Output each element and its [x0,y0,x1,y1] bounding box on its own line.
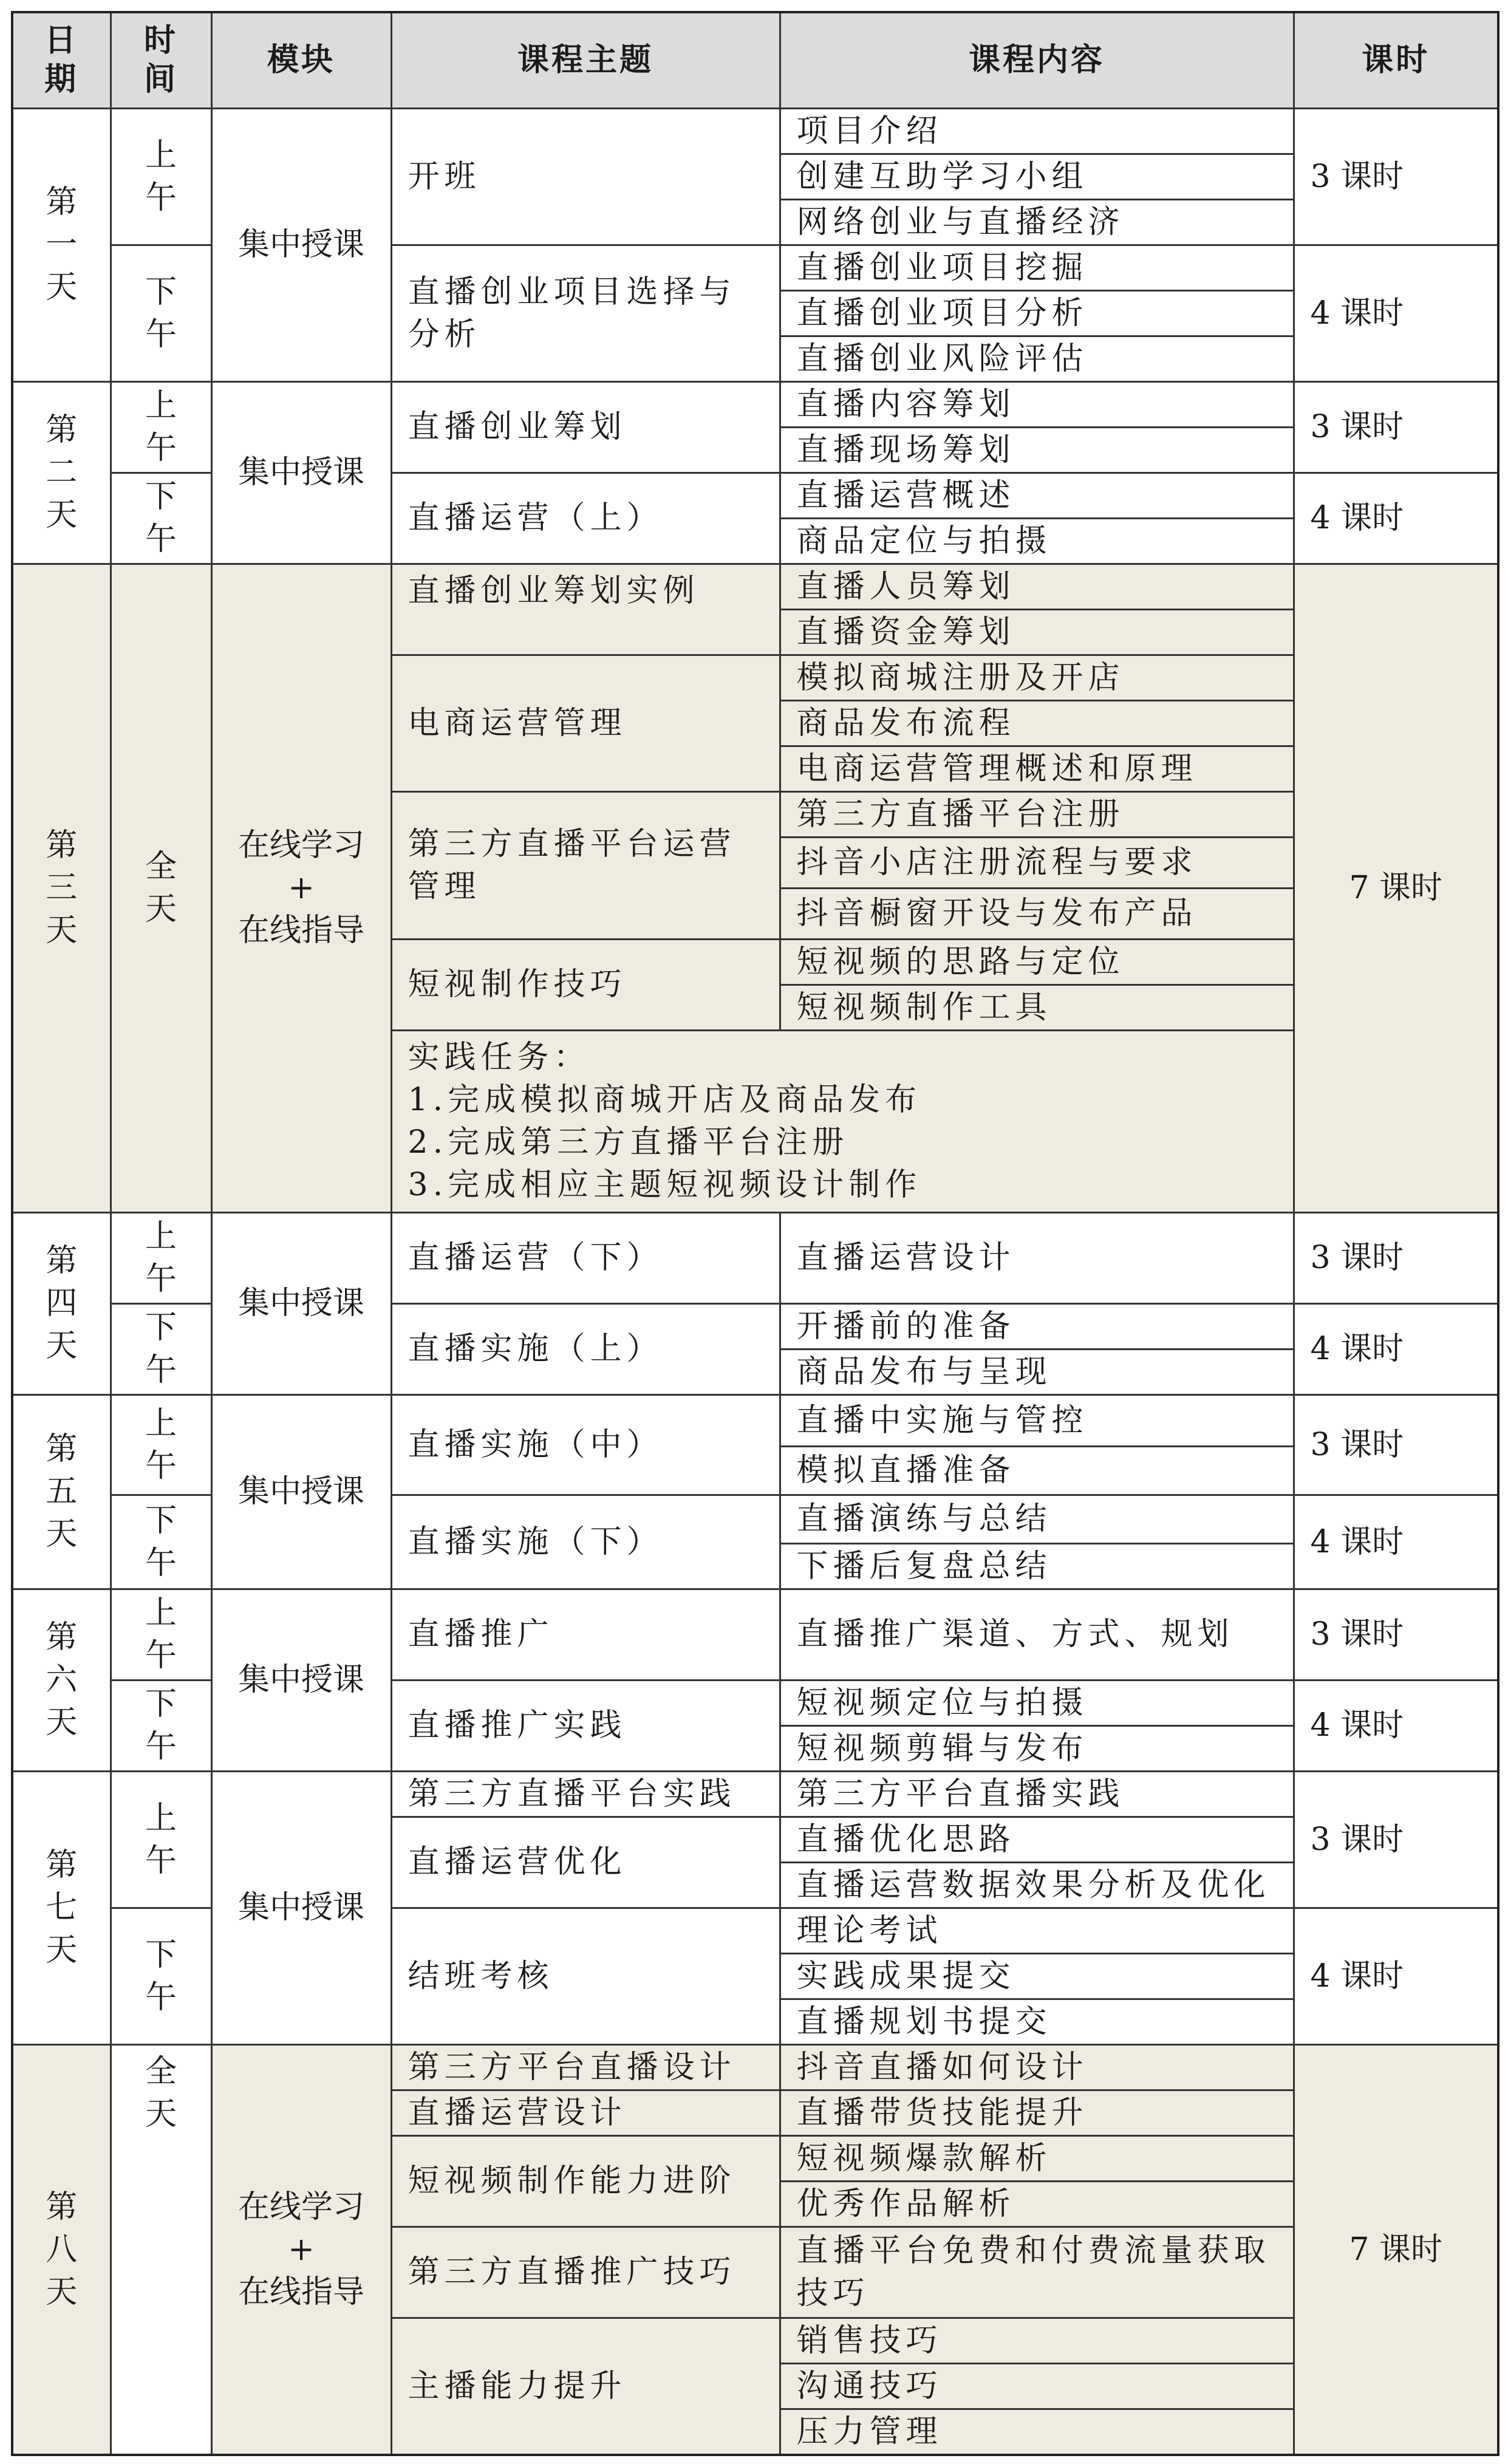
content-cell: 电商运营管理概述和原理 [780,746,1294,791]
header-hours: 课时 [1294,12,1498,108]
header-module: 模块 [211,12,391,108]
day-label: 第五天 [12,1394,111,1589]
content-cell: 理论考试 [780,1908,1294,1953]
day-label: 第四天 [12,1212,111,1394]
day-label: 第三天 [12,564,111,1212]
topic-cell: 短视制作技巧 [391,939,780,1030]
content-cell: 抖音直播如何设计 [780,2044,1294,2090]
table-row [12,1394,1498,1446]
content-cell: 抖音小店注册流程与要求 [780,837,1294,888]
content-cell: 创建互助学习小组 [780,154,1294,199]
content-cell: 直播运营数据效果分析及优化 [780,1862,1294,1908]
header-row [12,12,1498,108]
hours-cell: 3 课时 [1294,1212,1498,1303]
topic-cell: 直播运营（上） [391,473,780,564]
module-line: 在线指导 [237,912,364,949]
module-cell: 集中授课 [211,108,391,381]
content-cell: 直播带货技能提升 [780,2090,1294,2135]
topic-cell: 直播实施（中） [391,1394,780,1495]
module-plus: + [288,870,315,906]
content-cell: 抖音橱窗开设与发布产品 [780,888,1294,939]
hours-cell: 4 课时 [1294,1908,1498,2044]
table-row [12,108,1498,154]
module-cell: 集中授课 [211,381,391,564]
table-row [12,2044,1498,2090]
content-cell: 项目介绍 [780,108,1294,154]
topic-cell: 短视频制作能力进阶 [391,2135,780,2227]
module-cell [211,2044,391,2455]
hours-cell: 3 课时 [1294,1589,1498,1680]
module-cell: 集中授课 [211,1589,391,1771]
content-cell: 实践成果提交 [780,1953,1294,1999]
header-content: 课程内容 [780,12,1294,108]
topic-cell: 第三方直播平台运营管理 [391,791,780,939]
table-row [12,564,1498,609]
topic-cell: 直播运营优化 [391,1817,780,1908]
content-cell: 下播后复盘总结 [780,1543,1294,1589]
content-cell: 短视频制作工具 [780,985,1294,1030]
topic-cell: 结班考核 [391,1908,780,2044]
practice-task-item: 2.完成第三方直播平台注册 [408,1124,849,1161]
hours-cell: 3 课时 [1294,381,1498,473]
content-cell: 直播运营概述 [780,473,1294,518]
period-label: 下午 [111,1680,211,1771]
module-cell [211,564,391,1212]
content-cell: 短视频剪辑与发布 [780,1725,1294,1771]
topic-cell: 开班 [391,108,780,245]
hours-cell: 3 课时 [1294,108,1498,245]
period-label: 上午 [111,1771,211,1908]
content-cell: 直播优化思路 [780,1817,1294,1862]
topic-cell: 直播创业筹划 [391,381,780,473]
topic-cell: 直播创业筹划实例 [391,564,780,655]
topic-cell: 直播创业项目选择与分析 [391,245,780,381]
header-topic: 课程主题 [391,12,780,108]
table-row [12,1589,1498,1680]
topic-cell: 第三方直播推广技巧 [391,2227,780,2318]
content-cell: 直播创业项目分析 [780,290,1294,336]
content-cell: 直播运营设计 [780,1212,1294,1303]
content-cell: 直播规划书提交 [780,1999,1294,2044]
module-cell: 集中授课 [211,1212,391,1394]
content-cell: 直播平台免费和付费流量获取技巧 [780,2227,1294,2318]
content-cell: 商品发布流程 [780,700,1294,746]
module-plus: + [288,2231,315,2268]
header-date: 日期 [12,12,111,108]
period-label: 上午 [111,108,211,245]
practice-task-title: 实践任务： [408,1039,590,1076]
practice-task-item: 1.完成模拟商城开店及商品发布 [408,1081,922,1118]
content-cell: 直播内容筹划 [780,381,1294,427]
table-row [12,381,1498,427]
topic-cell: 直播实施（下） [391,1495,780,1589]
content-cell: 压力管理 [780,2409,1294,2454]
content-cell: 销售技巧 [780,2318,1294,2363]
content-cell: 直播现场筹划 [780,427,1294,473]
content-cell: 商品发布与呈现 [780,1349,1294,1394]
content-cell: 短视频定位与拍摄 [780,1680,1294,1725]
module-line: 在线指导 [237,2273,364,2310]
period-label: 下午 [111,473,211,564]
day-label: 第八天 [12,2044,111,2455]
content-cell: 直播创业项目挖掘 [780,245,1294,290]
content-cell: 优秀作品解析 [780,2181,1294,2227]
content-cell: 第三方平台直播实践 [780,1771,1294,1817]
period-label: 下午 [111,1303,211,1394]
hours-cell: 7 课时 [1294,564,1498,1212]
day-label: 第二天 [12,381,111,564]
practice-task-cell [391,1030,1294,1212]
content-cell: 直播资金筹划 [780,609,1294,655]
period-label: 上午 [111,1589,211,1680]
content-cell: 直播创业风险评估 [780,336,1294,381]
practice-task-item: 3.完成相应主题短视频设计制作 [408,1166,922,1203]
content-cell: 直播中实施与管控 [780,1394,1294,1446]
content-cell: 商品定位与拍摄 [780,518,1294,564]
hours-cell: 3 课时 [1294,1771,1498,1908]
table-row [12,1212,1498,1303]
hours-cell: 4 课时 [1294,473,1498,564]
content-cell: 直播演练与总结 [780,1495,1294,1543]
module-cell: 集中授课 [211,1771,391,2044]
module-cell: 集中授课 [211,1394,391,1589]
period-label: 下午 [111,245,211,381]
topic-cell: 第三方平台直播设计 [391,2044,780,2090]
hours-cell: 3 课时 [1294,1394,1498,1495]
topic-cell: 主播能力提升 [391,2318,780,2454]
course-schedule-table [11,11,1499,2456]
topic-cell: 第三方直播平台实践 [391,1771,780,1817]
hours-cell: 4 课时 [1294,1680,1498,1771]
content-cell: 沟通技巧 [780,2363,1294,2409]
period-label: 上午 [111,1394,211,1495]
hours-cell: 4 课时 [1294,1495,1498,1589]
content-cell: 短视频的思路与定位 [780,939,1294,985]
topic-cell: 直播实施（上） [391,1303,780,1394]
topic-cell: 电商运营管理 [391,655,780,791]
content-cell: 模拟商城注册及开店 [780,655,1294,700]
period-label: 下午 [111,1908,211,2044]
topic-cell: 直播运营（下） [391,1212,780,1303]
day-label: 第七天 [12,1771,111,2044]
content-cell: 短视频爆款解析 [780,2135,1294,2181]
period-label: 上午 [111,381,211,473]
period-label: 全天 [111,564,211,1212]
content-cell: 第三方直播平台注册 [780,791,1294,837]
header-time: 时间 [111,12,211,108]
hours-cell: 4 课时 [1294,245,1498,381]
day-label: 第一天 [12,108,111,381]
content-cell: 直播推广渠道、方式、规划 [780,1589,1294,1680]
content-cell: 直播人员筹划 [780,564,1294,609]
hours-cell: 7 课时 [1294,2044,1498,2455]
content-cell: 模拟直播准备 [780,1446,1294,1495]
module-line: 在线学习 [237,827,364,864]
hours-cell: 4 课时 [1294,1303,1498,1394]
content-cell: 网络创业与直播经济 [780,199,1294,245]
day-label: 第六天 [12,1589,111,1771]
period-label: 全天 [111,2044,211,2455]
period-label: 下午 [111,1495,211,1589]
topic-cell: 直播推广 [391,1589,780,1680]
module-line: 在线学习 [237,2188,364,2225]
table-row [12,1771,1498,1817]
topic-cell: 直播运营设计 [391,2090,780,2135]
content-cell: 开播前的准备 [780,1303,1294,1349]
period-label: 上午 [111,1212,211,1303]
topic-cell: 直播推广实践 [391,1680,780,1771]
